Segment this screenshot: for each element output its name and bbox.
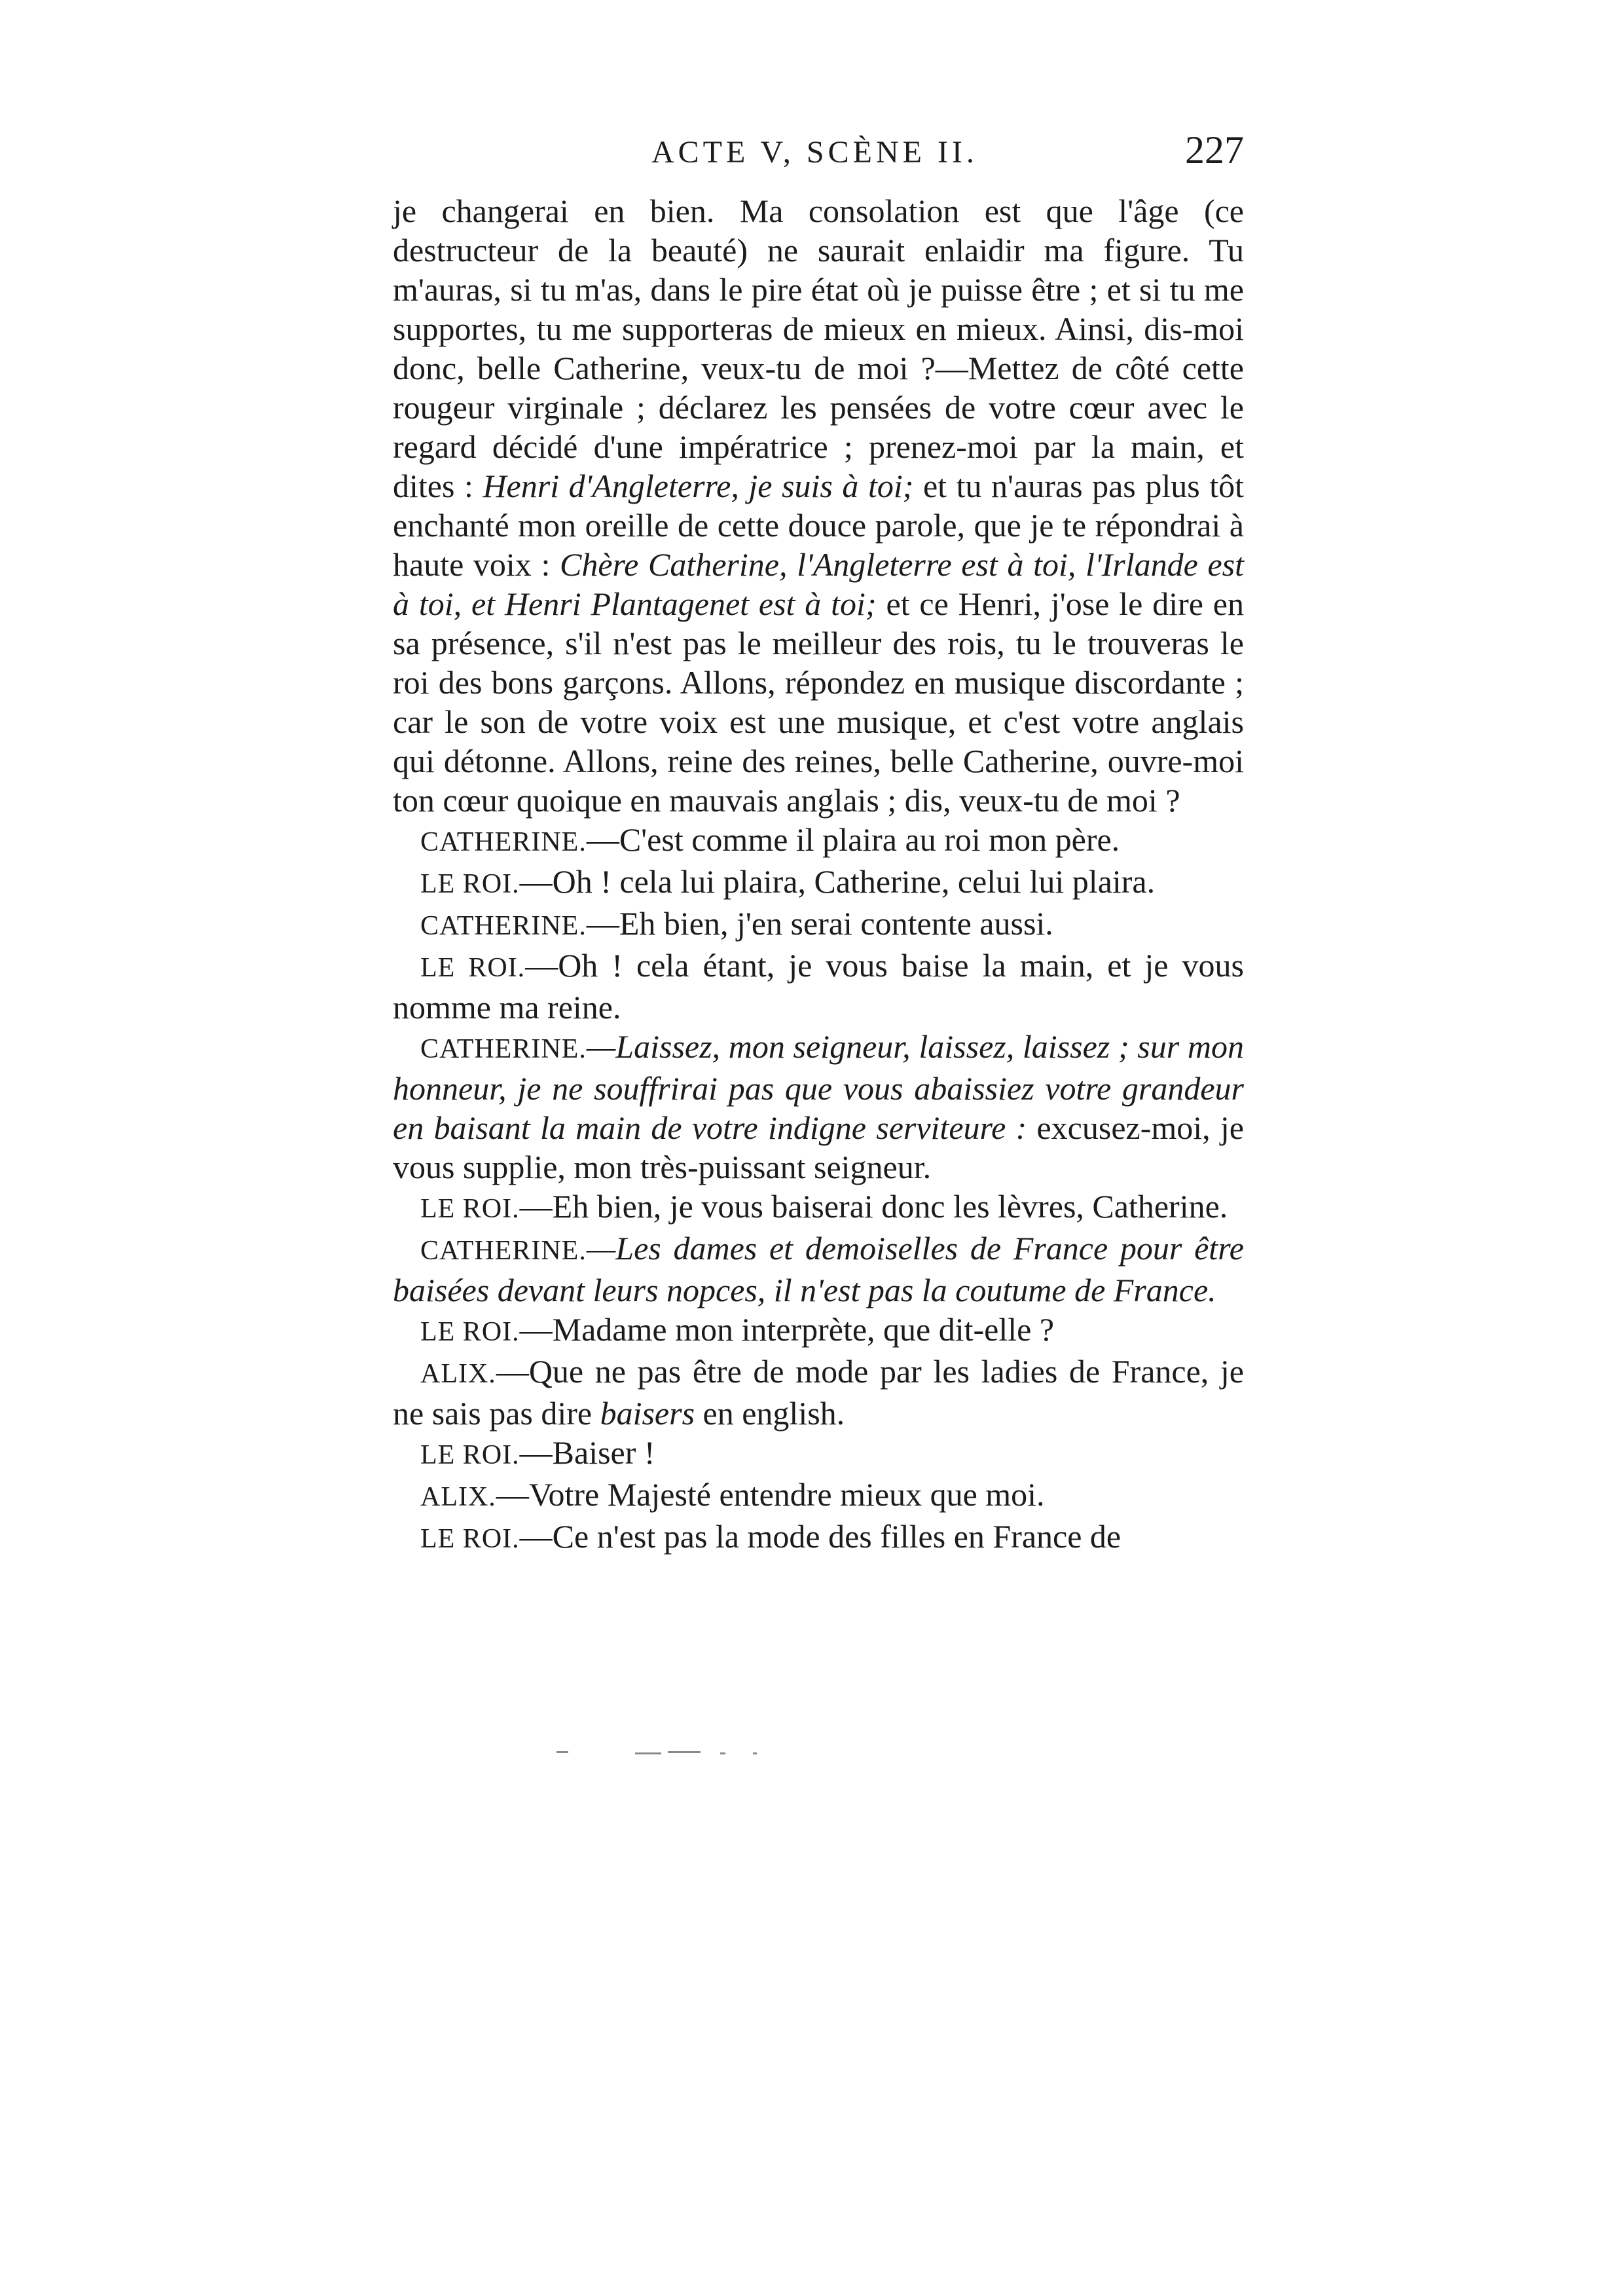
line-text: —Eh bien, j'en serai contente aussi.: [586, 905, 1053, 942]
line-text: —Oh ! cela lui plaira, Catherine, celui lui plaira.: [519, 863, 1156, 900]
dialogue-line: [393, 862, 1244, 904]
italic-text: baisers: [600, 1395, 695, 1432]
smudge-mark: [556, 1751, 568, 1753]
line-text: —Votre Majesté entendre mieux que moi.: [496, 1476, 1045, 1513]
speaker-name: CATHERINE.: [420, 827, 587, 857]
dialogue-line: [393, 1352, 1244, 1433]
line-text: en english.: [702, 1395, 845, 1432]
dialogue-line: [393, 1229, 1244, 1310]
speaker-name: LE ROI.: [420, 953, 526, 983]
body-text: et tu n'auras pas plus tôt enchanté mon oreille de cette douce parole, que je te répondrai à haute voix :: [393, 468, 1245, 583]
line-text: —Ce n'est pas la mode des filles en France de: [519, 1518, 1122, 1555]
smudge-mark: [753, 1752, 757, 1754]
page-header: [393, 128, 1244, 187]
dialogue-line: [393, 1027, 1244, 1187]
dialogue-line: [393, 904, 1244, 946]
speaker-name: ALIX.: [420, 1359, 496, 1389]
speaker-name: LE ROI.: [420, 1524, 520, 1554]
speaker-name: CATHERINE.: [420, 1236, 587, 1266]
line-text: —Oh ! cela étant, je vous baise la main, et je vous nomme ma reine.: [393, 947, 1244, 1026]
speaker-name: CATHERINE.: [420, 911, 587, 941]
italic-text: Chère Catherine, l'Angleterre est à toi, l'Irlande est à toi, et Henri Plantagenet est à toi;: [393, 546, 1245, 622]
dialogue-line: [393, 1475, 1244, 1517]
body-text: je changerai en bien. Ma consolation est que l'âge (ce destructeur de la beauté) ne saurait enlaidir ma figure. Tu m'auras, si tu m'as, dans le pire état où je puisse être ; et si tu me supportes, tu me supporteras de mieux en mieux. Ainsi, dis-moi donc, belle Catherine, veux-tu de moi ?—Mettez de côté cette rougeur virginale ; déclarez les pensées de votre cœur avec le regard décidé d'une impératrice ; prenez-moi par la main, et dites :: [393, 193, 1244, 504]
line-text: excusez-moi, je vous supplie, mon très-puissant seigneur.: [393, 1109, 1244, 1185]
italic-text: —Les dames et demoiselles de France pour être baisées devant leurs nopces, il n'est pas la coutume de France.: [393, 1230, 1244, 1308]
dialogue-line: [393, 1310, 1244, 1352]
smudge-mark: [668, 1751, 701, 1753]
line-text: —C'est comme il plaira au roi mon père.: [586, 821, 1120, 858]
speaker-name: ALIX.: [420, 1482, 496, 1512]
line-text: —Eh bien, je vous baiserai donc les lèvres, Catherine.: [519, 1188, 1228, 1225]
smudge-mark: [720, 1752, 725, 1754]
text-column: [393, 191, 1244, 1559]
dialogue-line: [393, 1517, 1244, 1559]
speaker-name: CATHERINE.: [420, 1034, 587, 1064]
line-text: —Que ne pas être de mode par les ladies de France, je ne sais pas dire: [393, 1353, 1244, 1432]
dialogue-line: [393, 820, 1244, 862]
dialogue-line: [393, 1433, 1244, 1475]
line-text: —Baiser !: [519, 1434, 655, 1471]
print-smudge-ornament: [556, 1747, 779, 1758]
italic-text: —Laissez, mon seigneur, laissez, laissez ; sur mon honneur, je ne souffrirai pas que vous abaissiez votre grandeur en baisant la main de votre indigne serviteure :: [393, 1028, 1244, 1146]
page-number: 227: [1185, 128, 1244, 172]
dialogue-line: [393, 1187, 1244, 1229]
speaker-name: LE ROI.: [420, 1440, 520, 1470]
line-text: —Madame mon interprète, que dit-elle ?: [519, 1311, 1055, 1348]
speaker-name: LE ROI.: [420, 869, 520, 899]
speaker-name: LE ROI.: [420, 1194, 520, 1224]
italic-text: Henri d'Angleterre, je suis à toi;: [483, 468, 914, 504]
speech-paragraph: [393, 191, 1244, 820]
body-text: et ce Henri, j'ose le dire en sa présence, s'il n'est pas le meilleur des rois, tu le trouveras le roi des bons garçons. Allons, répondez en musique discordante ; car le son de votre voix est une musique, et c'est votre anglais qui détonne. Allons, reine des reines, belle Catherine, ouvre-moi ton cœur quoique en mauvais anglais ; dis, veux-tu de moi ?: [393, 585, 1244, 819]
running-head: ACTE V, SCÈNE II.: [651, 135, 978, 170]
dialogue-line: [393, 946, 1244, 1027]
smudge-mark: [635, 1752, 661, 1754]
speaker-name: LE ROI.: [420, 1317, 520, 1347]
